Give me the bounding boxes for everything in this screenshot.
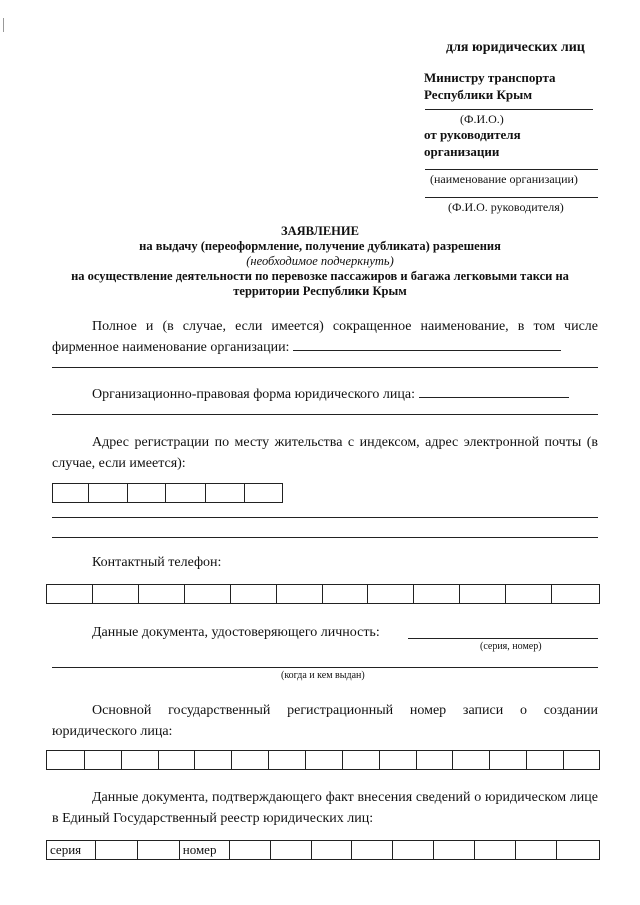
- number-cell: номер: [180, 841, 230, 859]
- full-name-input[interactable]: [293, 350, 561, 351]
- index-box[interactable]: [128, 484, 166, 502]
- phone-box[interactable]: [231, 585, 277, 603]
- phone-box[interactable]: [47, 585, 93, 603]
- ogrn-box[interactable]: [85, 751, 122, 769]
- number-box[interactable]: [434, 841, 475, 859]
- egrul-boxes: [46, 840, 600, 860]
- full-name-line-2[interactable]: [52, 367, 598, 368]
- addressee-line-2: Республики Крым: [424, 87, 533, 102]
- number-box[interactable]: [475, 841, 516, 859]
- head-fio-line[interactable]: [425, 197, 598, 198]
- phone-label: Контактный телефон:: [92, 555, 222, 570]
- ogrn-label: Основной государственный регистрационный номер записи о создании юридического лица:: [52, 703, 598, 739]
- series-box[interactable]: [96, 841, 138, 859]
- fio-caption: (Ф.И.О.): [460, 112, 504, 126]
- index-box[interactable]: [245, 484, 283, 502]
- ogrn-box[interactable]: [306, 751, 343, 769]
- phone-box[interactable]: [277, 585, 323, 603]
- title-heading: ЗАЯВЛЕНИЕ: [281, 224, 359, 238]
- ogrn-box[interactable]: [47, 751, 85, 769]
- number-box[interactable]: [393, 841, 434, 859]
- org-name-line[interactable]: [425, 169, 598, 170]
- series-box[interactable]: [138, 841, 180, 859]
- phone-box[interactable]: [93, 585, 139, 603]
- phone-box[interactable]: [323, 585, 369, 603]
- legal-form-label: Организационно-правовая форма юридического лица:: [92, 387, 416, 402]
- phone-box[interactable]: [185, 585, 231, 603]
- number-box[interactable]: [516, 841, 557, 859]
- ogrn-box[interactable]: [527, 751, 564, 769]
- phone-box[interactable]: [506, 585, 552, 603]
- number-box[interactable]: [557, 841, 600, 859]
- address-line-1[interactable]: [52, 517, 598, 518]
- ogrn-box[interactable]: [159, 751, 196, 769]
- ogrn-box[interactable]: [122, 751, 159, 769]
- addressee: [424, 69, 556, 103]
- ogrn-box[interactable]: [453, 751, 490, 769]
- from-block: [424, 126, 521, 160]
- title-line-3: территории Республики Крым: [233, 284, 407, 298]
- title-line-1: на выдачу (переоформление, получение дубликата) разрешения: [139, 239, 501, 253]
- ogrn-box[interactable]: [343, 751, 380, 769]
- minister-fio-line[interactable]: [425, 109, 593, 110]
- title-note: (необходимое подчеркнуть): [246, 254, 394, 268]
- phone-box[interactable]: [414, 585, 460, 603]
- ogrn-box[interactable]: [269, 751, 306, 769]
- document-title: [40, 224, 600, 299]
- id-series-number-input[interactable]: [408, 638, 598, 639]
- full-name-label: Полное и (в случае, если имеется) сокращенное наименование, в том числе фирменное наименование организации:: [52, 319, 598, 355]
- ogrn-boxes: [46, 750, 600, 770]
- number-box[interactable]: [271, 841, 312, 859]
- from-line-2: организации: [424, 144, 500, 159]
- org-name-caption: (наименование организации): [430, 172, 578, 186]
- ogrn-box[interactable]: [195, 751, 232, 769]
- egrul-label: Данные документа, подтверждающего факт внесения сведений о юридическом лице в Единый Государственный реестр юридических лиц:: [52, 790, 598, 826]
- full-name-field: [52, 316, 598, 358]
- ogrn-box[interactable]: [417, 751, 454, 769]
- legal-form-field: [92, 384, 598, 405]
- series-cell: серия: [47, 841, 96, 859]
- index-box[interactable]: [53, 484, 89, 502]
- id-issued-input[interactable]: [52, 667, 598, 668]
- phone-box[interactable]: [552, 585, 600, 603]
- addressee-line-1: Министру транспорта: [424, 70, 556, 85]
- from-line-1: от руководителя: [424, 127, 521, 142]
- id-doc-label: Данные документа, удостоверяющего личность:: [92, 625, 380, 640]
- id-series-caption: (серия, номер): [480, 641, 542, 652]
- ogrn-box[interactable]: [380, 751, 417, 769]
- index-box[interactable]: [166, 484, 206, 502]
- legal-form-input[interactable]: [419, 397, 569, 398]
- ogrn-box[interactable]: [490, 751, 527, 769]
- legal-form-line-2[interactable]: [52, 414, 598, 415]
- head-fio-caption: (Ф.И.О. руководителя): [448, 200, 564, 214]
- phone-box[interactable]: [460, 585, 506, 603]
- ogrn-box[interactable]: [564, 751, 600, 769]
- index-box[interactable]: [89, 484, 128, 502]
- address-line-2[interactable]: [52, 537, 598, 538]
- index-box[interactable]: [206, 484, 245, 502]
- phone-boxes: [46, 584, 600, 604]
- phone-box[interactable]: [368, 585, 414, 603]
- number-box[interactable]: [230, 841, 271, 859]
- number-box[interactable]: [312, 841, 353, 859]
- number-box[interactable]: [352, 841, 393, 859]
- ogrn-box[interactable]: [232, 751, 269, 769]
- address-label: Адрес регистрации по месту жительства с индексом, адрес электронной почты (в случае, если имеется):: [52, 435, 598, 471]
- postal-index-boxes: [52, 483, 283, 503]
- scan-edge-mark: [3, 18, 4, 32]
- id-issued-caption: (когда и кем выдан): [281, 670, 365, 681]
- applicant-type: для юридических лиц: [446, 40, 585, 55]
- title-line-2: на осуществление деятельности по перевозке пассажиров и багажа легковыми такси на: [71, 269, 569, 283]
- phone-box[interactable]: [139, 585, 185, 603]
